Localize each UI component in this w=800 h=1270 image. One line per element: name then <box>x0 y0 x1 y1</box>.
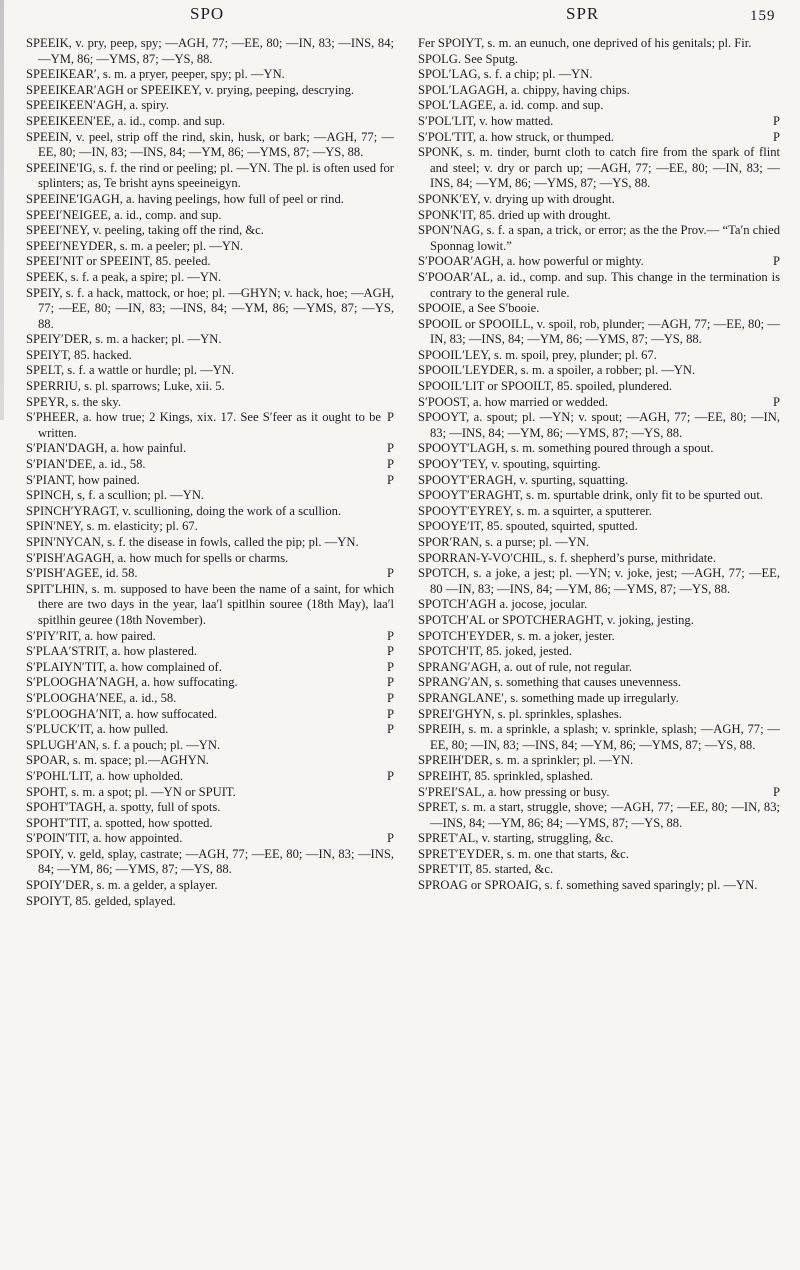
entry-text: SPREIHT, 85. sprinkled, splashed. <box>418 768 594 783</box>
entry-text: SPOOYT′ERAGHT, s. m. spurtable drink, only fit to be spurted out. <box>418 488 763 503</box>
entry-text: SPOOYT′LAGH, s. m. something poured through a spout. <box>418 441 714 456</box>
dictionary-entry <box>418 441 780 457</box>
entry-text: SPON′NAG, s. f. a span, a trick, or error; as the the Prov.— “Ta′n chied Sponnag lowit.” <box>418 223 780 253</box>
entry-text: S′POIN′TIT, a. how appointed. <box>26 831 183 846</box>
entry-text: SPOR′RAN, s. a purse; pl. —YN. <box>418 535 590 549</box>
entry-text: SPOL′LAGEE, a. id. comp. and sup. <box>418 98 604 113</box>
entry-text: SPOIY′DER, s. m. a gelder, a splayer. <box>26 878 218 893</box>
entry-text: SPRANGLANE′, s. something made up irregularly. <box>418 690 679 705</box>
entry-text: S′PLOOGHA′NIT, a. how suffocated. <box>26 706 218 721</box>
dictionary-entry <box>26 785 394 801</box>
dictionary-entry <box>418 675 780 691</box>
entry-text: SPOOIL′LIT or SPOOILT, 85. spoiled, plundered. <box>418 379 673 394</box>
dictionary-entry <box>418 457 780 473</box>
entry-text: SPONK, s. m. tinder, burnt cloth to catch fire from the spark of flint and steel; v. dry or parch up; —AGH, 77; —EE, 80; —IN, 83; —INS, 84; —YM, 86; —YMS, 87; —YS, 88. <box>418 145 780 191</box>
dictionary-entry <box>26 629 394 645</box>
entry-marker: P <box>772 784 780 799</box>
entry-marker: P <box>386 644 394 659</box>
dictionary-entry <box>26 379 394 395</box>
entry-text: SPRANG′AGH, a. out of rule, not regular. <box>418 659 633 674</box>
running-head-left: SPO <box>190 4 225 23</box>
dictionary-entry <box>418 722 780 753</box>
right-column <box>418 36 780 894</box>
dictionary-entry <box>26 488 394 504</box>
running-head-right: SPR <box>566 4 600 23</box>
dictionary-entry <box>26 270 394 286</box>
entry-text: S′POOAR′AL, a. id., comp. and sup. This change in the termination is contrary to the general rule. <box>418 269 780 300</box>
entry-text: SPINCH′YRAGT, v. scullioning, doing the work of a scullion. <box>26 503 342 518</box>
dictionary-entry <box>418 145 780 192</box>
entry-text: SPEEI′NEIGEE, a. id., comp. and sup. <box>26 207 222 222</box>
entry-text: SPEIY′DER, s. m. a hacker; pl. —YN. <box>26 332 222 347</box>
dictionary-entry <box>26 722 394 738</box>
entry-text: SPRET, s. m. a start, struggle, shove; —AGH, 77; —EE, 80; —IN, 83; —INS, 84; —YM, 86; 84; —YMS, 87; —YS, 88. <box>418 800 780 830</box>
entry-text: SPORRAN-Y-VO′CHIL, s. f. shepherd’s purse, mithridate. <box>418 550 716 565</box>
dictionary-entry <box>418 410 780 441</box>
entry-text: SPEEIKEAR′, s. m. a pryer, peeper, spy; pl. —YN. <box>26 67 285 82</box>
dictionary-entry <box>418 83 780 99</box>
entry-text: SPEIYT, 85. hacked. <box>26 347 132 362</box>
dictionary-entry <box>26 551 394 567</box>
dictionary-entry <box>26 223 394 239</box>
dictionary-entry <box>26 473 394 489</box>
dictionary-entry <box>26 566 394 582</box>
dictionary-entry <box>418 769 780 785</box>
entry-text: SPOIY, v. geld, splay, castrate; —AGH, 77; —EE, 80; —IN, 83; —INS, 84; —YM, 86; —YMS, 87; —YS, 88. <box>26 846 394 877</box>
entry-marker: P <box>386 675 394 690</box>
entry-marker: P <box>386 722 394 737</box>
entry-text: S′POHL′LIT, a. how upholded. <box>26 768 184 783</box>
entry-text: SPREIH, s. m. a sprinkle, a splash; v. sprinkle, splash; —AGH, 77; —EE, 80; —IN, 83; —INS, 84; —YM, 86; —YMS, 87; —YS, 88. <box>418 722 780 752</box>
dictionary-entry <box>418 504 780 520</box>
dictionary-entry <box>418 535 780 551</box>
dictionary-entry <box>418 862 780 878</box>
dictionary-entry <box>418 473 780 489</box>
dictionary-entry <box>26 114 394 130</box>
entry-text: SPROAG or SPROAIG, s. f. something saved sparingly; pl. —YN. <box>418 878 758 893</box>
entry-text: SPOOYT′ERAGH, v. spurting, squatting. <box>418 472 629 487</box>
entry-text: SPIN′NEY, s. m. elasticity; pl. 67. <box>26 519 198 534</box>
dictionary-entry <box>26 582 394 629</box>
dictionary-entry <box>418 379 780 395</box>
dictionary-entry <box>26 878 394 894</box>
entry-text: SPEIY, s. f. a hack, mattock, or hoe; pl. —GHYN; v. hack, hoe; —AGH, 77; —EE, 80; —IN, 83; —INS, 84; —YM, 86; —YMS, 87; —YS, 88. <box>26 285 394 331</box>
entry-text: S′PREI′SAL, a. how pressing or busy. <box>418 784 610 799</box>
entry-text: SPOTCH′EYDER, s. m. a joker, jester. <box>418 628 615 643</box>
dictionary-entry <box>418 114 780 130</box>
entry-text: SPOHT′TAGH, a. spotty, full of spots. <box>26 800 221 815</box>
entry-text: S′POL′TIT, a. how struck, or thumped. <box>418 129 614 144</box>
entry-text: SPOHT, s. m. a spot; pl. —YN or SPUIT. <box>26 784 236 799</box>
dictionary-entry <box>418 831 780 847</box>
dictionary-entry <box>418 753 780 769</box>
dictionary-entry <box>26 800 394 816</box>
dictionary-entry <box>26 644 394 660</box>
dictionary-entry <box>26 769 394 785</box>
dictionary-entry <box>26 410 394 441</box>
dictionary-entry <box>418 613 780 629</box>
entry-marker: P <box>772 113 780 128</box>
entry-text: SPEEINE′IG, s. f. the rind or peeling; pl. —YN. The pl. is often used for splinters; as, Te brisht ayns speeineigyn. <box>26 160 394 191</box>
dictionary-entry <box>418 847 780 863</box>
dictionary-entry <box>26 161 394 192</box>
entry-marker: P <box>386 472 394 487</box>
entry-text: S′PIANT, how pained. <box>26 472 140 487</box>
dictionary-entry <box>418 644 780 660</box>
entry-text: SPEEIKEEN′AGH, a. spiry. <box>26 98 169 113</box>
entry-text: S′PISH′AGEE, id. 58. <box>26 566 138 581</box>
entry-text: SPOL′LAG, s. f. a chip; pl. —YN. <box>418 67 593 82</box>
entry-text: SPOIYT, 85. gelded, splayed. <box>26 893 176 908</box>
dictionary-entry <box>418 130 780 146</box>
entry-text: SPOOIL′LEY, s. m. spoil, prey, plunder; pl. 67. <box>418 347 657 362</box>
dictionary-entry <box>26 519 394 535</box>
entry-marker: P <box>772 129 780 144</box>
dictionary-entry <box>26 738 394 754</box>
dictionary-entry <box>418 519 780 535</box>
dictionary-entry <box>418 348 780 364</box>
entry-text: S′PLAIYN′TIT, a. how complained of. <box>26 659 222 674</box>
dictionary-entry <box>26 457 394 473</box>
dictionary-entry <box>26 660 394 676</box>
entry-marker: P <box>386 628 394 643</box>
dictionary-entry <box>26 675 394 691</box>
entry-text: S′PLUCK′IT, a. how pulled. <box>26 722 169 737</box>
entry-text: SPEEIN, v. peel, strip off the rind, skin, husk, or bark; —AGH, 77; —EE, 80; —IN, 83; —INS, 84; —YM, 86; —YMS, 87; —YS, 88. <box>26 129 394 160</box>
entry-text: SPRANG′AN, s. something that causes unevenness. <box>418 675 682 690</box>
entry-text: SPOLG. See Sputg. <box>418 51 519 66</box>
dictionary-entry <box>26 831 394 847</box>
entry-text: SPOOIL or SPOOILL, v. spoil, rob, plunder; —AGH, 77; —EE, 80; —IN, 83; —INS, 84; —YM, 86; —YMS, 87; —YS, 88. <box>418 316 780 347</box>
entry-text: SPLUGH′AN, s. f. a pouch; pl. —YN. <box>26 737 221 752</box>
entry-text: SPERRIU, s. pl. sparrows; Luke, xii. 5. <box>26 379 225 394</box>
dictionary-entry <box>418 67 780 83</box>
dictionary-entry <box>418 691 780 707</box>
dictionary-entry <box>26 707 394 723</box>
dictionary-entry <box>26 395 394 411</box>
entry-text: SPOOIL′LEYDER, s. m. a spoiler, a robber; pl. —YN. <box>418 363 696 378</box>
entry-text: SPOTCH′IT, 85. joked, jested. <box>418 644 572 659</box>
entry-text: SPOOIE, a See S′booie. <box>418 301 540 316</box>
dictionary-entry <box>26 332 394 348</box>
entry-marker: P <box>386 457 394 472</box>
dictionary-entry <box>26 753 394 769</box>
entry-text: S′PLOOGHA′NEE, a. id., 58. <box>26 690 177 705</box>
dictionary-entry <box>418 488 780 504</box>
entry-marker: P <box>386 768 394 783</box>
dictionary-entry <box>26 348 394 364</box>
dictionary-entry <box>418 254 780 270</box>
entry-text: SPEYR, s. the sky. <box>26 394 122 409</box>
entry-text: S′POOAR′AGH, a. how powerful or mighty. <box>418 254 644 269</box>
dictionary-entry <box>418 566 780 597</box>
dictionary-entry <box>26 535 394 551</box>
dictionary-entry <box>418 551 780 567</box>
dictionary-entry <box>26 67 394 83</box>
entry-text: SPEEK, s. f. a peak, a spire; pl. —YN. <box>26 269 222 284</box>
entry-text: SPEEIKEAR′AGH or SPEEIKEY, v. prying, peeping, descrying. <box>26 82 355 97</box>
dictionary-entry <box>418 629 780 645</box>
entry-text: SPONK′EY, v. drying up with drought. <box>418 191 615 206</box>
dictionary-entry <box>26 363 394 379</box>
dictionary-entry <box>26 504 394 520</box>
entry-text: SPELT, s. f. a wattle or hurdle; pl. —YN. <box>26 363 235 378</box>
entry-text: SPOTCH′AGH a. jocose, jocular. <box>418 597 588 612</box>
dictionary-entry <box>418 208 780 224</box>
entry-text: S′PIY′RIT, a. how paired. <box>26 628 156 643</box>
entry-text: S′PIAN′DAGH, a. how painful. <box>26 441 187 456</box>
entry-text: SPEEI′NEY, v. peeling, taking off the rind, &c. <box>26 223 264 238</box>
dictionary-entry <box>418 98 780 114</box>
dictionary-entry <box>418 36 780 52</box>
entry-text: SPEEIK, v. pry, peep, spy; —AGH, 77; —EE, 80; —IN, 83; —INS, 84; —YM, 86; —YMS, 87; —YS, 88. <box>26 36 394 66</box>
entry-text: SPINCH, s, f. a scullion; pl. —YN. <box>26 488 205 503</box>
entry-text: SPEEI′NIT or SPEEINT, 85. peeled. <box>26 254 211 269</box>
dictionary-entry <box>26 36 394 67</box>
dictionary-entry <box>418 785 780 801</box>
dictionary-entry <box>26 192 394 208</box>
dictionary-entry <box>418 707 780 723</box>
entry-text: SPEEINE′IGAGH, a. having peelings, how full of peel or rind. <box>26 191 344 206</box>
dictionary-entry <box>26 83 394 99</box>
entry-marker: P <box>772 254 780 269</box>
dictionary-entry <box>418 52 780 68</box>
dictionary-entry <box>418 395 780 411</box>
dictionary-entry <box>418 878 780 894</box>
entry-text: SPOTCH′AL or SPOTCHERAGHT, v. joking, jesting. <box>418 612 694 627</box>
entry-marker: P <box>386 410 394 425</box>
page-edge-shadow <box>0 0 4 420</box>
left-column <box>26 36 394 909</box>
entry-text: SPOOY′TEY, v. spouting, squirting. <box>418 457 601 472</box>
entry-text: SPRET′IT, 85. started, &c. <box>418 862 554 877</box>
dictionary-entry <box>26 894 394 910</box>
entry-text: S′PIAN′DEE, a. id., 58. <box>26 457 146 472</box>
entry-text: S′POL′LIT, v. how matted. <box>418 113 554 128</box>
entry-text: SPONK′IT, 85. dried up with drought. <box>418 207 611 222</box>
dictionary-entry <box>26 239 394 255</box>
entry-text: SPOOYT′EYREY, s. m. a squirter, a sputterer. <box>418 503 652 518</box>
dictionary-entry <box>26 98 394 114</box>
dictionary-entry <box>26 691 394 707</box>
entry-text: SPOTCH, s. a joke, a jest; pl. —YN; v. joke, jest; —AGH, 77; —EE, 80 —IN, 83; —INS, 84; —YM, 86; —YMS, 87; —YS, 88. <box>418 566 780 596</box>
entry-text: SPOOYT, a. spout; pl. —YN; v. spout; —AGH, 77; —EE, 80; —IN, 83; —INS, 84; —YM, 86; —YMS, 87; —YS, 88. <box>418 410 780 440</box>
entry-marker: P <box>386 690 394 705</box>
dictionary-entry <box>26 208 394 224</box>
entry-marker: P <box>772 394 780 409</box>
dictionary-entry <box>418 270 780 301</box>
entry-marker: P <box>386 831 394 846</box>
page-number: 159 <box>750 8 776 24</box>
entry-text: SPRET′EYDER, s. m. one that starts, &c. <box>418 846 629 861</box>
entry-text: S′PLOOGHA′NAGH, a. how suffocating. <box>26 675 238 690</box>
entry-text: SPREI′GHYN, s. pl. sprinkles, splashes. <box>418 706 622 721</box>
entry-text: SPIN′NYCAN, s. f. the disease in fowls, called the pip; pl. —YN. <box>26 535 359 549</box>
entry-marker: P <box>386 659 394 674</box>
dictionary-entry <box>418 192 780 208</box>
entry-marker: P <box>386 706 394 721</box>
entry-text: SPOL′LAGAGH, a. chippy, having chips. <box>418 82 630 97</box>
dictionary-entry <box>418 660 780 676</box>
entry-marker: P <box>386 566 394 581</box>
dictionary-entry <box>26 130 394 161</box>
dictionary-entry <box>418 223 780 254</box>
dictionary-entry <box>418 363 780 379</box>
entry-text: SPOOYE′IT, 85. spouted, squirted, sputted. <box>418 519 638 534</box>
dictionary-entry <box>26 847 394 878</box>
dictionary-entry <box>418 317 780 348</box>
entry-text: SPEEIKEEN′EE, a. id., comp. and sup. <box>26 113 225 128</box>
dictionary-entry <box>418 597 780 613</box>
entry-text: S′PISH′AGAGH, a. how much for spells or charms. <box>26 550 289 565</box>
entry-text: S′POOST, a. how married or wedded. <box>418 394 608 409</box>
entry-text: Fer SPOIYT, s. m. an eunuch, one deprived of his genitals; pl. Fir. <box>418 36 752 50</box>
entry-text: S′PLAA′STRIT, a. how plastered. <box>26 644 198 659</box>
entry-text: SPRET′AL, v. starting, struggling, &c. <box>418 831 614 846</box>
entry-text: SPOHT′TIT, a. spotted, how spotted. <box>26 815 213 830</box>
entry-marker: P <box>386 441 394 456</box>
dictionary-entry <box>26 286 394 333</box>
dictionary-entry <box>26 441 394 457</box>
entry-text: SPEEI′NEYDER, s. m. a peeler; pl. —YN. <box>26 238 244 253</box>
entry-text: SPIT′LHIN, s. m. supposed to have been the name of a saint, for which there are two days in the year, laa′l spitlhin souree (18th May), laa′l spitlhin geuree (18th November). <box>26 581 394 627</box>
entry-text: S′PHEER, a. how true; 2 Kings, xix. 17. See S′feer as it ought to be written. <box>26 410 381 440</box>
dictionary-entry <box>418 800 780 831</box>
entry-text: SPREIH′DER, s. m. a sprinkler; pl. —YN. <box>418 753 634 768</box>
dictionary-entry <box>418 301 780 317</box>
dictionary-entry <box>26 254 394 270</box>
entry-text: SPOAR, s. m. space; pl.—AGHYN. <box>26 753 209 768</box>
dictionary-entry <box>26 816 394 832</box>
